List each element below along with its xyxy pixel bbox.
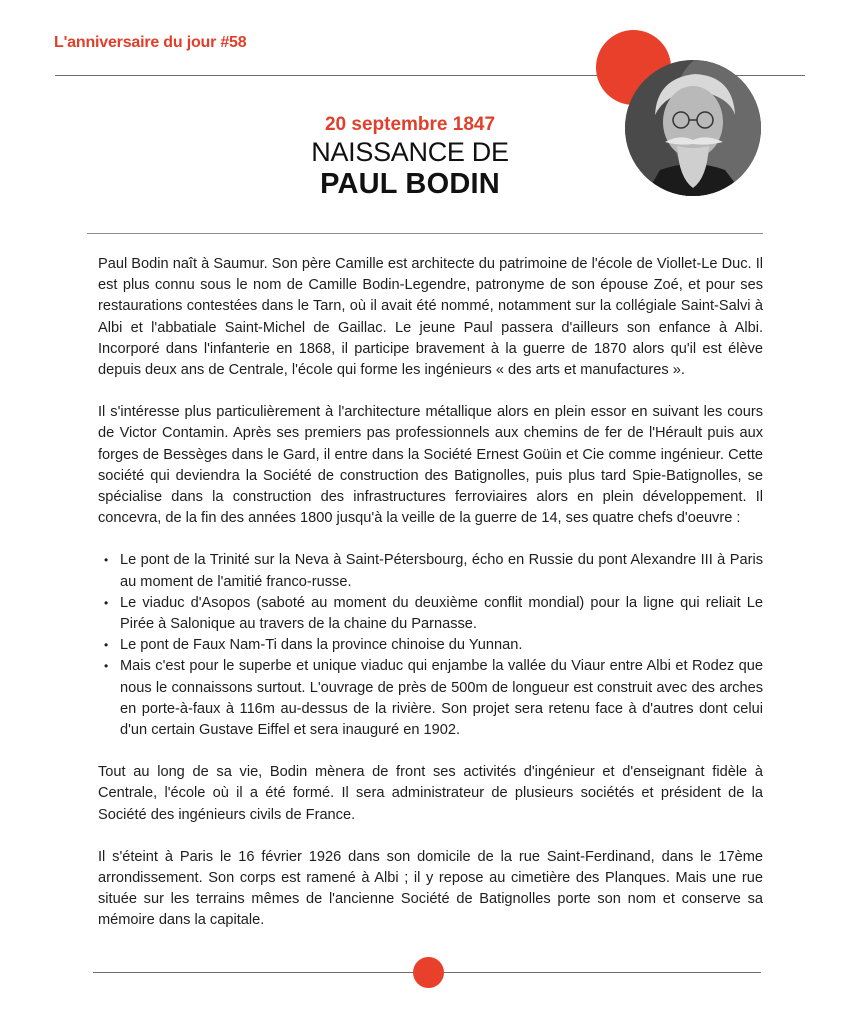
paragraph-death: Il s'éteint à Paris le 16 février 1926 dans son domicile de la rue Saint-Ferdinand, dans le 17ème arrondissement. Son corps est ramené à Albi ; il y repose au cimetière des Planques. Mais une rue située sur les terrains mêmes de l'ancienne Société de Batignolles porte son nom et conserve sa mémoire dans la capitale. xyxy=(98,848,763,929)
title-divider xyxy=(87,233,763,234)
paragraph-intro: Paul Bodin naît à Saumur. Son père Camille est architecte du patrimoine de l'école de Viollet-Le Duc. Il est plus connu sous le nom de Camille Bodin-Legendre, patronyme de son épouse Zoé, et pour ses restaurations contestées dans le Tarn, où il avait été nommé, notamment sur la collégiale Saint-Salvi à Albi et l'abbatiale Saint-Michel de Gaillac. Le jeune Paul passera d'ailleurs son enfance à Albi. Incorporé dans l'infanterie en 1868, il participe bravement à la guerre de 1870 alors qu'il est élève depuis deux ans de Centrale, l'école qui forme les ingénieurs « des arts et manufactures ». xyxy=(98,256,763,379)
event-date: 20 septembre 1847 xyxy=(324,114,496,135)
decorative-red-dot xyxy=(413,957,444,988)
paragraph-life: Tout au long de sa vie, Bodin mènera de front ses activités d'ingénieur et d'enseignant fidèle à Centrale, l'école où il a été formé. Il sera administrateur de plusieurs sociétés et président de la Société des ingénieurs civils de France. xyxy=(98,764,763,823)
paragraph-career: Il s'intéresse plus particulièrement à l'architecture métallique alors en plein essor en suivant les cours de Victor Contamin. Après ses premiers pas professionnels aux chemins de fer de l'Hérault puis aux forges de Bessèges dans le Gard, il entre dans la Société Ernest Goüin et Cie comme ingénieur. Cette société qui deviendra la Société de construction des Batignolles, puis plus tard Spie-Batignolles, se spécialise dans la construction des infrastructures ferroviaires alors en plein développement. Il concevra, de la fin des années 1800 jusqu'à la veille de la guerre de 14, ses quatre chefs d'oeuvre : xyxy=(98,404,763,527)
event-title-name: PAUL BODIN xyxy=(320,168,500,200)
list-item: • Le pont de la Trinité sur la Neva à Saint-Pétersbourg, écho en Russie du pont Alexandre III à Paris au moment de l'amitié franco-russe. xyxy=(120,550,763,592)
portrait-illustration-icon xyxy=(625,60,761,196)
list-item: • Mais c'est pour le superbe et unique viaduc qui enjambe la vallée du Viaur entre Albi et Rodez que nous le connaissons surtout. L'ouvrage de près de 500m de longueur est construit avec des arches en porte-à-faux à 116m au-dessus de la rivière. Son projet sera retenu face à d'autres dont celui d'un certain Gustave Eiffel et sera inauguré en 1902. xyxy=(120,656,763,741)
list-item: • Le viaduc d'Asopos (saboté au moment du deuxième conflit mondial) pour la ligne qui reliait Le Pirée à Salonique au travers de la chaine du Parnasse. xyxy=(120,593,763,635)
event-title-line1: NAISSANCE DE xyxy=(311,137,509,167)
article-body xyxy=(98,254,763,953)
series-kicker: L'anniversaire du jour #58 xyxy=(54,34,247,51)
masterpieces-list xyxy=(98,550,763,741)
title-block xyxy=(290,113,530,201)
portrait-photo xyxy=(625,60,761,196)
list-item: • Le pont de Faux Nam-Ti dans la province chinoise du Yunnan. xyxy=(120,635,763,656)
